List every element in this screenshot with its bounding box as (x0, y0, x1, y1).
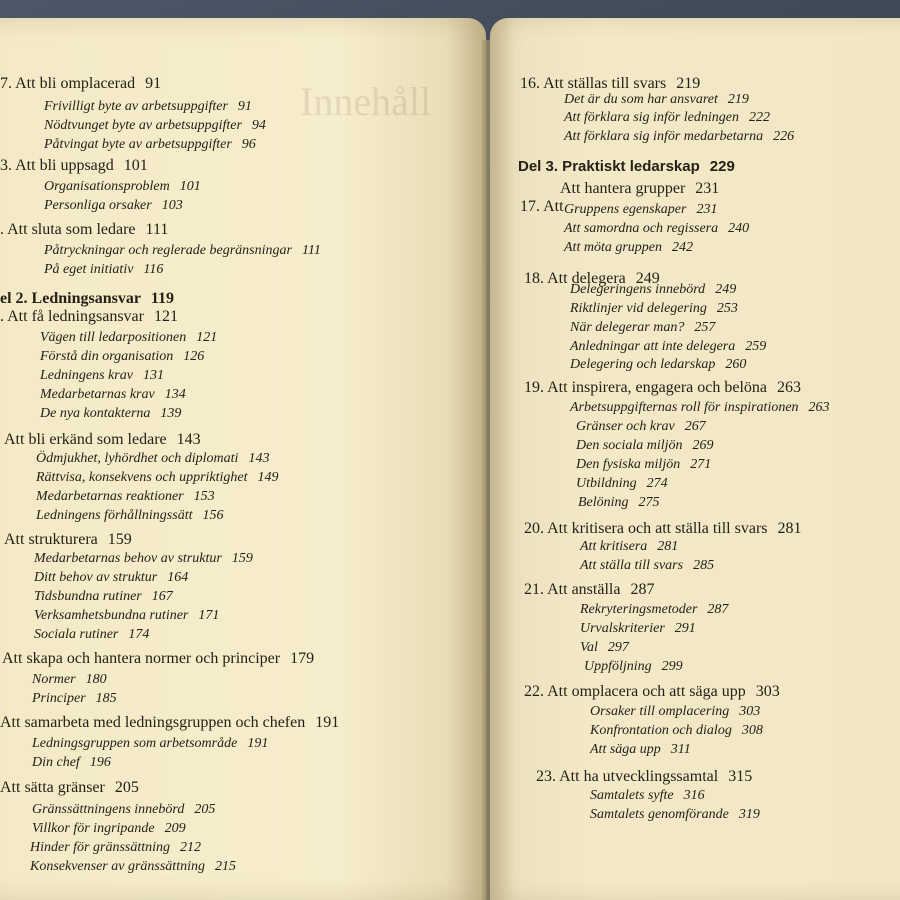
entry-title: Medarbetarnas krav (40, 387, 155, 402)
right-subsection (570, 302, 738, 316)
entry-title: Att samordna och regissera (564, 221, 719, 236)
left-subsection (32, 756, 111, 770)
entry-page-number: 111 (145, 221, 169, 238)
entry-title: Den fysiska miljön (576, 457, 681, 472)
entry-page-number: 101 (179, 179, 201, 194)
entry-page-number: 101 (123, 157, 148, 174)
left-subsection (30, 860, 236, 874)
left-subsection (44, 119, 266, 133)
entry-page-number: 167 (151, 589, 173, 604)
entry-title: el 2. Ledningsansvar (0, 290, 141, 307)
entry-page-number: 319 (738, 807, 760, 822)
right-chapter (520, 76, 700, 92)
right-page (490, 18, 900, 900)
entry-title: Villkor för ingripande (32, 821, 155, 836)
entry-page-number: 311 (670, 742, 691, 757)
right-subsection (576, 458, 711, 472)
left-subsection (32, 803, 215, 817)
left-subsection (34, 628, 149, 642)
entry-title: Att möta gruppen (564, 240, 662, 255)
right-subsection (570, 358, 746, 372)
entry-title: Uppföljning (584, 659, 652, 674)
right-subsection (584, 660, 683, 674)
entry-page-number: 249 (715, 282, 737, 297)
entry-title: 20. Att kritisera och att ställa till svars (524, 520, 768, 537)
entry-page-number: 229 (709, 158, 735, 175)
entry-page-number: 222 (749, 110, 770, 125)
entry-title: Rekryteringsmetoder (580, 602, 698, 617)
left-chapter (0, 222, 168, 238)
entry-title: Att ställa till svars (580, 558, 684, 573)
left-subsection (44, 100, 252, 114)
entry-page-number: 219 (727, 92, 749, 107)
entry-page-number: 139 (160, 406, 182, 421)
entry-title: Att hantera grupper (560, 180, 686, 197)
right-subsection (564, 130, 794, 144)
left-chapter (4, 432, 201, 448)
entry-page-number: 131 (142, 368, 164, 383)
entry-page-number: 196 (89, 755, 111, 770)
entry-page-number: 209 (164, 821, 186, 836)
right-subsection (580, 641, 629, 655)
entry-page-number: 303 (739, 704, 761, 719)
left-subsection (36, 509, 223, 523)
left-subsection (40, 369, 164, 383)
left-page (0, 18, 486, 900)
entry-title: 3. Att bli uppsagd (0, 157, 114, 174)
entry-title: Påtvingat byte av arbetsuppgifter (44, 137, 232, 152)
entry-title: Att samarbeta med ledningsgruppen och chefen (0, 714, 306, 731)
entry-page-number: 263 (808, 400, 830, 415)
entry-title: 21. Att anställa (524, 581, 621, 598)
entry-title: Samtalets syfte (590, 788, 674, 803)
entry-page-number: 205 (194, 802, 216, 817)
entry-title: Medarbetarnas reaktioner (36, 489, 184, 504)
right-subsection (564, 222, 749, 236)
right-chapter (524, 380, 801, 396)
entry-title: Utbildning (576, 476, 637, 491)
left-subsection (36, 452, 269, 466)
entry-page-number: 94 (251, 118, 266, 133)
entry-title: Påtryckningar och reglerade begränsningar (44, 243, 292, 258)
right-chapter (520, 199, 564, 215)
right-subsection (580, 622, 696, 636)
left-subsection (36, 471, 279, 485)
left-chapter (0, 76, 161, 92)
right-chapter (524, 582, 654, 598)
entry-page-number: 159 (231, 551, 253, 566)
entry-title: Delegeringens innebörd (570, 282, 706, 297)
entry-page-number: 259 (745, 339, 767, 354)
entry-page-number: 164 (167, 570, 189, 585)
left-subsection (34, 590, 173, 604)
entry-page-number: 271 (690, 457, 712, 472)
right-subsection (590, 789, 705, 803)
right-subsection (576, 439, 714, 453)
entry-title: De nya kontakterna (40, 406, 151, 421)
right-subsection (564, 93, 749, 107)
entry-title: När delegerar man? (570, 320, 685, 335)
entry-page-number: 156 (202, 508, 224, 523)
right-subsection (570, 401, 830, 415)
left-subsection (32, 692, 117, 706)
entry-page-number: 267 (684, 419, 706, 434)
entry-page-number: 231 (696, 202, 718, 217)
entry-title: 17. Att (520, 198, 564, 215)
right-subsection (576, 420, 706, 434)
entry-title: Det är du som har ansvaret (564, 92, 718, 107)
right-chapter (524, 684, 780, 700)
entry-page-number: 185 (95, 691, 117, 706)
entry-title: . Att sluta som ledare (0, 221, 136, 238)
entry-title: Verksamhetsbundna rutiner (34, 608, 189, 623)
right-subsection (590, 743, 691, 757)
left-chapter (0, 780, 139, 796)
left-chapter (0, 309, 178, 325)
entry-page-number: 134 (164, 387, 186, 402)
entry-page-number: 275 (638, 495, 660, 510)
entry-page-number: 191 (315, 714, 340, 731)
entry-page-number: 316 (683, 788, 705, 803)
entry-page-number: 281 (777, 520, 802, 537)
right-chapter (524, 521, 802, 537)
left-subsection (32, 822, 186, 836)
entry-title: 19. Att inspirera, engagera och belöna (524, 379, 768, 396)
entry-page-number: 149 (257, 470, 279, 485)
entry-page-number: 269 (692, 438, 714, 453)
left-chapter (0, 715, 339, 731)
entry-title: Organisationsproblem (44, 179, 170, 194)
left-subsection (32, 737, 268, 751)
left-subsection (40, 331, 217, 345)
entry-page-number: 287 (707, 602, 729, 617)
entry-title: Del 3. Praktiskt ledarskap (518, 158, 700, 175)
entry-title: Att sätta gränser (0, 779, 105, 796)
entry-title: Rättvisa, konsekvens och uppriktighet (36, 470, 248, 485)
right-subsection (580, 559, 714, 573)
entry-page-number: 116 (143, 262, 164, 277)
entry-page-number: 180 (85, 672, 107, 687)
left-subsection (34, 609, 219, 623)
entry-page-number: 126 (183, 349, 205, 364)
entry-title: Ditt behov av struktur (34, 570, 158, 585)
right-subsection (590, 808, 760, 822)
entry-title: Medarbetarnas behov av struktur (34, 551, 222, 566)
entry-title: 22. Att omplacera och att säga upp (524, 683, 746, 700)
entry-title: På eget initiativ (44, 262, 134, 277)
right-subsection (570, 340, 766, 354)
entry-title: . Att få ledningsansvar (0, 308, 144, 325)
entry-page-number: 215 (214, 859, 236, 874)
entry-page-number: 205 (114, 779, 139, 796)
entry-page-number: 159 (107, 531, 132, 548)
entry-title: Arbetsuppgifternas roll för inspirationen (570, 400, 799, 415)
entry-page-number: 121 (196, 330, 218, 345)
left-subsection (44, 138, 256, 152)
left-subsection (40, 388, 186, 402)
entry-page-number: 260 (725, 357, 747, 372)
entry-title: Din chef (32, 755, 80, 770)
left-chapter (0, 158, 148, 174)
entry-title: Val (580, 640, 598, 655)
entry-page-number: 299 (661, 659, 683, 674)
entry-page-number: 103 (161, 198, 183, 213)
entry-title: Ledningens krav (40, 368, 133, 383)
entry-title: Nödtvunget byte av arbetsuppgifter (44, 118, 242, 133)
left-subsection (44, 263, 163, 277)
ghost-title: Innehåll (300, 79, 432, 124)
entry-page-number: 287 (630, 581, 655, 598)
entry-title: Tidsbundna rutiner (34, 589, 142, 604)
entry-page-number: 171 (198, 608, 220, 623)
left-chapter (4, 532, 132, 548)
entry-title: Att bli erkänd som ledare (4, 431, 167, 448)
entry-page-number: 274 (646, 476, 668, 491)
entry-page-number: 315 (728, 768, 753, 785)
entry-page-number: 308 (741, 723, 763, 738)
entry-title: Att skapa och hantera normer och principer (2, 650, 281, 667)
right-subsection (564, 203, 717, 217)
entry-title: 16. Att ställas till svars (520, 75, 667, 92)
right-subsection (580, 540, 678, 554)
left-subsection (34, 571, 188, 585)
entry-title: Sociala rutiner (34, 627, 119, 642)
left-subsection (34, 552, 253, 566)
entry-title: Orsaker till omplacering (590, 704, 730, 719)
right-subsection (570, 283, 736, 297)
entry-page-number: 253 (716, 301, 738, 316)
entry-page-number: 226 (773, 129, 795, 144)
entry-page-number: 91 (237, 99, 252, 114)
left-subsection (44, 199, 183, 213)
left-subsection (40, 407, 181, 421)
entry-title: Ledningsgruppen som arbetsområde (32, 736, 238, 751)
entry-title: Anledningar att inte delegera (570, 339, 736, 354)
entry-title: Riktlinjer vid delegering (570, 301, 707, 316)
left-subsection (32, 673, 107, 687)
entry-page-number: 111 (301, 243, 321, 258)
entry-title: Att förklara sig inför ledningen (564, 110, 739, 125)
entry-title: Hinder för gränssättning (30, 840, 171, 855)
right-subsection (564, 241, 693, 255)
entry-page-number: 291 (674, 621, 696, 636)
right-subsection (580, 603, 728, 617)
entry-title: Ödmjukhet, lyhördhet och diplomati (36, 451, 239, 466)
entry-page-number: 191 (247, 736, 269, 751)
entry-title: Gränssättningens innebörd (32, 802, 185, 817)
left-subsection (40, 350, 204, 364)
entry-page-number: 121 (153, 308, 178, 325)
entry-title: Samtalets genomförande (590, 807, 729, 822)
entry-title: 18. Att delegera (524, 270, 626, 287)
left-subsection (30, 841, 201, 855)
entry-page-number: 249 (635, 270, 660, 287)
left-subsection (36, 490, 215, 504)
entry-title: Att kritisera (580, 539, 648, 554)
entry-title: Förstå din organisation (40, 349, 174, 364)
entry-title: Gruppens egenskaper (564, 202, 687, 217)
entry-title: Urvalskriterier (580, 621, 665, 636)
entry-page-number: 91 (145, 75, 162, 92)
entry-page-number: 297 (607, 640, 629, 655)
entry-title: 7. Att bli omplacerad (0, 75, 136, 92)
entry-page-number: 179 (290, 650, 315, 667)
entry-page-number: 263 (777, 379, 802, 396)
entry-title: Att förklara sig inför medarbetarna (564, 129, 764, 144)
right-chapter (536, 769, 752, 785)
entry-title: Vägen till ledarpositionen (40, 330, 187, 345)
entry-page-number: 153 (193, 489, 215, 504)
entry-title: Belöning (578, 495, 629, 510)
entry-title: Gränser och krav (576, 419, 675, 434)
entry-page-number: 219 (676, 75, 701, 92)
right-subsection (590, 705, 760, 719)
entry-title: Den sociala miljön (576, 438, 683, 453)
left-subsection (44, 180, 201, 194)
entry-page-number: 174 (128, 627, 150, 642)
entry-title: Konfrontation och dialog (590, 723, 732, 738)
entry-title: Delegering och ledarskap (570, 357, 716, 372)
entry-title: Att strukturera (4, 531, 98, 548)
right-part-heading (518, 159, 735, 174)
entry-title: Att säga upp (590, 742, 661, 757)
entry-page-number: 285 (693, 558, 715, 573)
entry-title: Personliga orsaker (44, 198, 152, 213)
entry-page-number: 231 (695, 180, 720, 197)
entry-title: Principer (32, 691, 86, 706)
entry-title: Konsekvenser av gränssättning (30, 859, 205, 874)
entry-page-number: 242 (672, 240, 693, 255)
entry-page-number: 281 (657, 539, 679, 554)
entry-title: Ledningens förhållningssätt (36, 508, 193, 523)
left-subsection (44, 244, 321, 258)
right-subsection (578, 496, 660, 510)
right-subsection (570, 321, 715, 335)
entry-page-number: 96 (241, 137, 256, 152)
entry-page-number: 303 (755, 683, 780, 700)
entry-page-number: 119 (150, 290, 175, 307)
entry-page-number: 143 (176, 431, 201, 448)
entry-page-number: 240 (728, 221, 750, 236)
left-chapter (2, 651, 314, 667)
right-chapter (560, 181, 719, 197)
right-subsection (564, 111, 770, 125)
left-part-heading (0, 291, 174, 307)
right-subsection (590, 724, 763, 738)
entry-title: Normer (32, 672, 76, 687)
entry-title: Frivilligt byte av arbetsuppgifter (44, 99, 228, 114)
right-subsection (576, 477, 668, 491)
entry-page-number: 212 (180, 840, 202, 855)
entry-page-number: 257 (694, 320, 716, 335)
entry-page-number: 143 (248, 451, 270, 466)
entry-title: 23. Att ha utvecklingssamtal (536, 768, 719, 785)
